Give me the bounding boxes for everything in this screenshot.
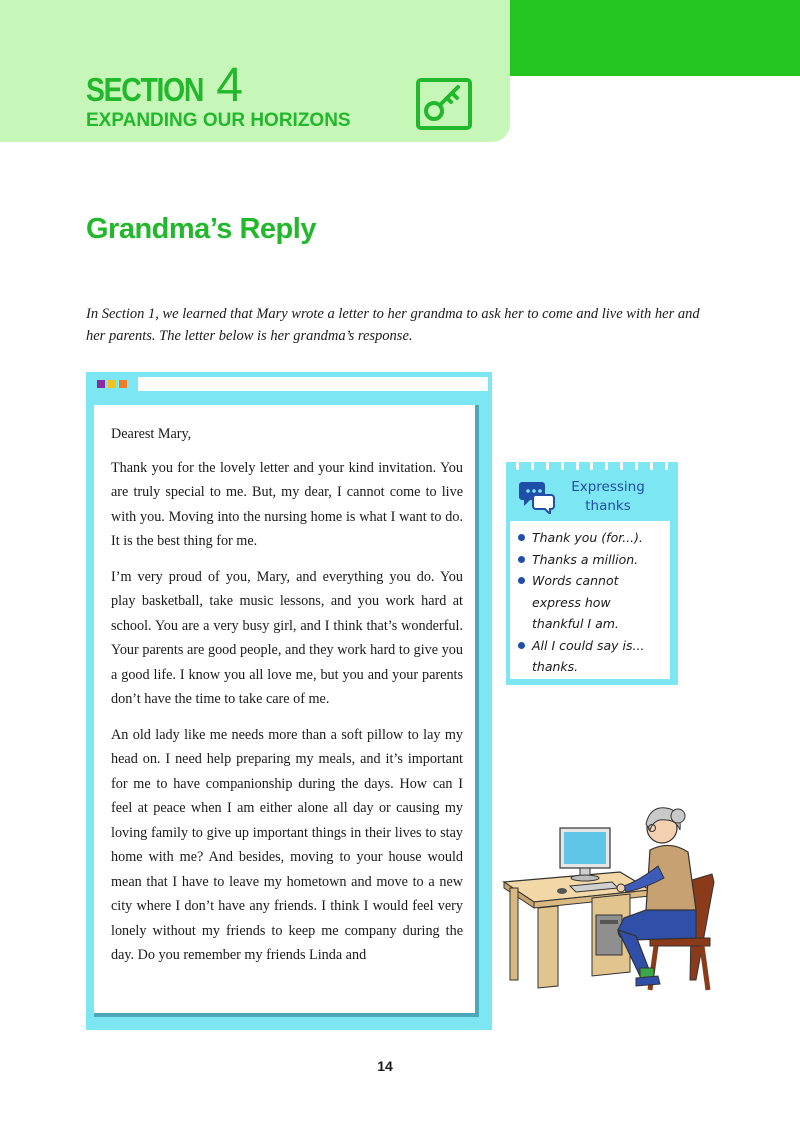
note-phrase: Thanks a million.: [510, 549, 670, 571]
note-binder-rings: [506, 458, 678, 470]
letter-frame-topbar: [138, 377, 488, 391]
header-accent-block: [510, 0, 800, 76]
letter-paragraph-3: An old lady like me needs more than a soft pillow to lay my head on. I need help preparing my meals, and it’s important for me to have companionship during the days. How can I feel at peace when I am either alone all day or causing my loving family to give up important things in their lives to stay home with me? And besides, moving to your house would mean that I have to leave my hometown and move to a new city where I don’t have any friends. I think I would feel very lonely without my friends to keep me company during the day. Do you remember my friends Linda and: [111, 726, 463, 963]
note-phrase-list: [510, 521, 670, 679]
frame-dot-orange: [119, 380, 127, 388]
page-number: 14: [377, 1058, 393, 1074]
note-phrase: Thank you (for...).: [510, 527, 670, 549]
letter-body: [111, 422, 463, 979]
note-phrase: Words cannot express how thankful I am.: [510, 570, 670, 635]
page-title: Grandma’s Reply: [86, 213, 316, 245]
section-word: SECTION: [86, 71, 204, 108]
letter-greeting: Dearest Mary,: [111, 426, 192, 442]
intro-text: In Section 1, we learned that Mary wrote a letter to her grandma to ask her to come and live with her and her parents. The letter below is her grandma’s response.: [86, 306, 700, 344]
frame-dot-purple: [97, 380, 105, 388]
letter-paragraph-1: Thank you for the lovely letter and your kind invitation. You are truly special to me. But, my dear, I cannot come to live with you. Moving into the nursing home is what I want to do. It is the best thing for me.: [111, 459, 463, 549]
grandma-at-computer-illustration: [500, 790, 730, 1000]
letter-paragraph-2: I’m very proud of you, Mary, and everything you do. You play basketball, take music lessons, and you work hard at school. You are a very busy girl, and I think that’s wonderful. Your parents are good people, and they work hard to give you a good life. I know you all love me, but you and your parents don’t have the time to take care of me.: [111, 568, 463, 707]
section-heading: [86, 59, 243, 112]
frame-dot-yellow: [108, 380, 116, 388]
chat-bubbles-icon: [518, 478, 556, 514]
section-subtitle: EXPANDING OUR HORIZONS: [86, 110, 351, 131]
key-icon: [415, 77, 473, 131]
note-phrase: All I could say is... thanks.: [510, 635, 670, 678]
section-number: 4: [216, 59, 243, 112]
note-title-line1: Expressing: [571, 479, 645, 495]
note-title: [558, 478, 658, 516]
note-title-line2: thanks: [585, 498, 631, 514]
